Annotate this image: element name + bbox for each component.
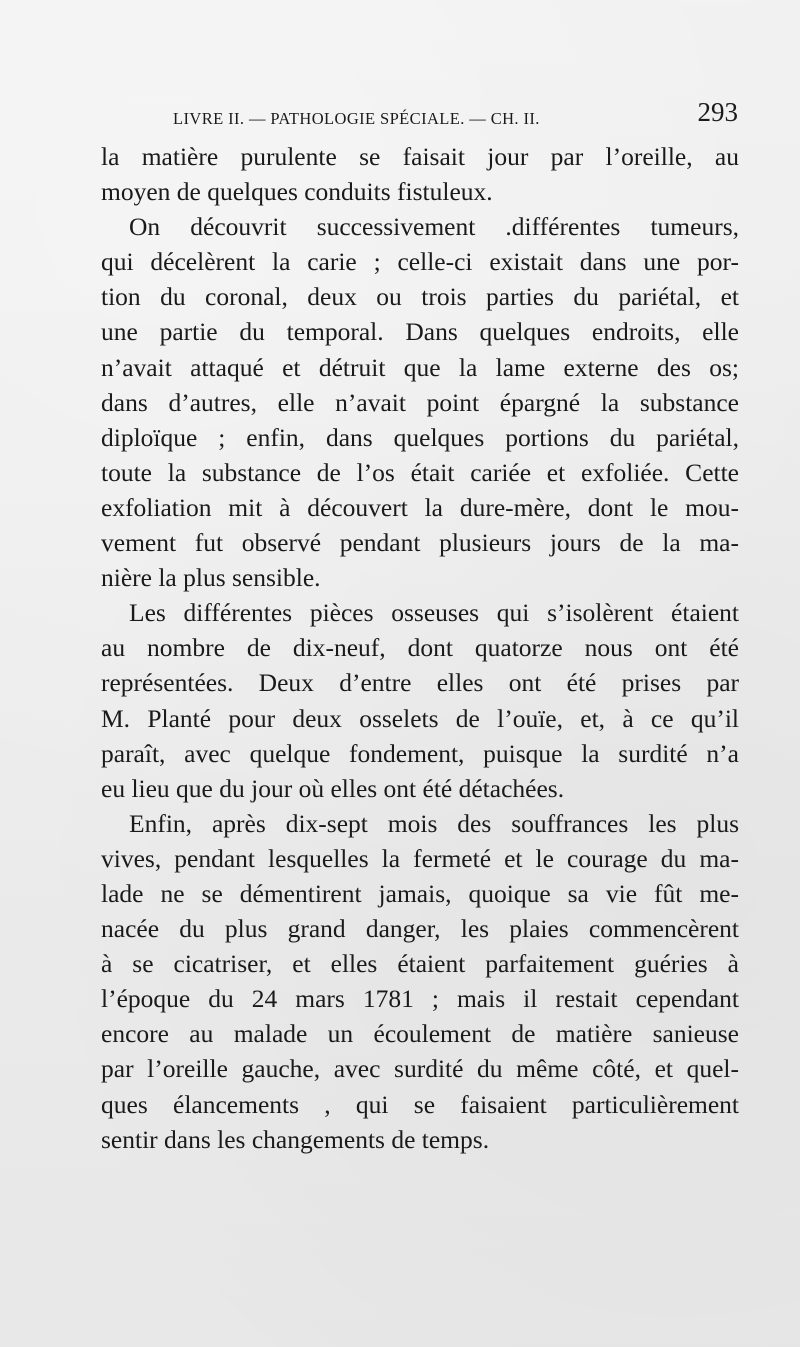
body-text bbox=[101, 139, 739, 1157]
text-line: On découvrit successivement .différentes tumeurs, bbox=[129, 212, 739, 242]
text-line: M. Planté pour deux osselets de l’ouïe, et, à ce qu’il bbox=[101, 703, 739, 733]
text-line: tion du coronal, deux ou trois parties du pariétal, et bbox=[101, 282, 739, 312]
text-line: paraît, avec quelque fondement, puisque la surdité n’a bbox=[101, 738, 739, 768]
text-line: diploïque ; enfin, dans quelques portions du pariétal, bbox=[101, 422, 739, 452]
text-line: ques élancements , qui se faisaient particulièrement bbox=[101, 1089, 739, 1119]
text-line: lade ne se démentirent jamais, quoique sa vie fût me- bbox=[101, 878, 739, 908]
text-line: encore au malade un écoulement de matière sanieuse bbox=[101, 1019, 739, 1049]
text-line: par l’oreille gauche, avec surdité du même côté, et quel- bbox=[101, 1054, 739, 1084]
text-line: eu lieu que du jour où elles ont été détachées. bbox=[101, 773, 565, 803]
text-line: nacée du plus grand danger, les plaies commencèrent bbox=[101, 914, 739, 944]
text-line: Enfin, après dix-sept mois des souffrances les plus bbox=[129, 808, 739, 838]
text-line: vement fut observé pendant plusieurs jours de la ma- bbox=[101, 528, 739, 558]
text-line: représentées. Deux d’entre elles ont été prises par bbox=[101, 668, 739, 698]
running-header-title: LIVRE II. — PATHOLOGIE SPÉCIALE. — CH. II. bbox=[173, 109, 540, 128]
text-line: la matière purulente se faisait jour par l’oreille, au bbox=[101, 142, 739, 171]
text-line: qui décelèrent la carie ; celle-ci existait dans une por- bbox=[101, 247, 739, 277]
text-line: une partie du temporal. Dans quelques endroits, elle bbox=[101, 317, 739, 347]
running-header bbox=[173, 97, 738, 130]
text-line: toute la substance de l’os était cariée et exfoliée. Cette bbox=[101, 457, 739, 487]
text-line: exfoliation mit à découvert la dure-mère, dont le mou- bbox=[101, 492, 739, 522]
text-line: sentir dans les changements de temps. bbox=[101, 1124, 490, 1154]
text-line: à se cicatriser, et elles étaient parfaitement guéries à bbox=[101, 949, 739, 979]
text-line: moyen de quelques conduits fistuleux. bbox=[101, 177, 493, 207]
text-line: Les différentes pièces osseuses qui s’isolèrent étaient bbox=[129, 598, 739, 628]
page-number: 293 bbox=[697, 97, 738, 127]
text-line: au nombre de dix-neuf, dont quatorze nous ont été bbox=[101, 633, 739, 663]
text-line: l’époque du 24 mars 1781 ; mais il restait cependant bbox=[101, 984, 739, 1014]
text-line: n’avait attaqué et détruit que la lame externe des os; bbox=[101, 352, 739, 382]
text-line: vives, pendant lesquelles la fermeté et le courage du ma- bbox=[101, 843, 739, 873]
text-line: nière la plus sensible. bbox=[101, 563, 321, 593]
text-line: dans d’autres, elle n’avait point épargné la substance bbox=[101, 387, 739, 417]
